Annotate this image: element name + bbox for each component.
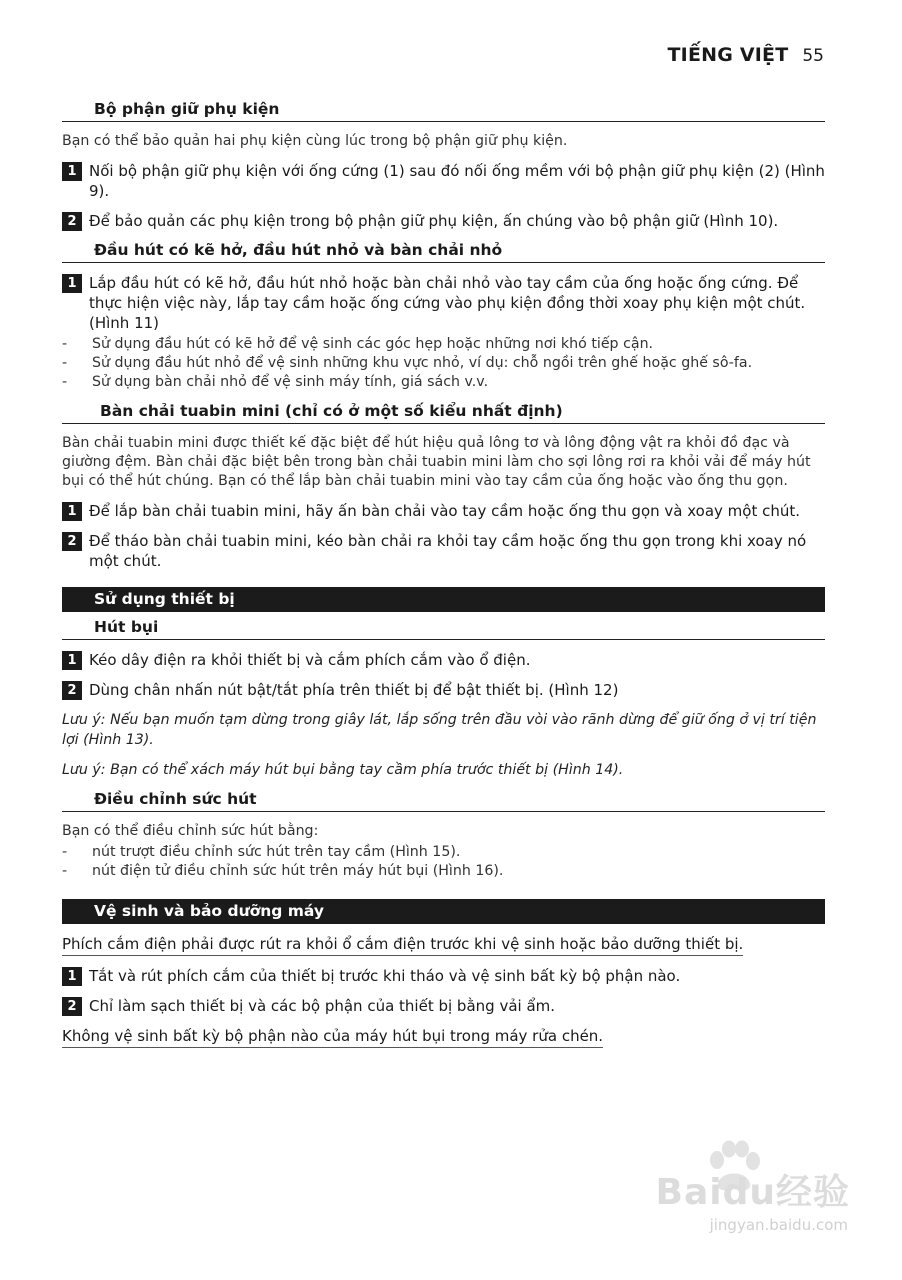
step-text: Để bảo quản các phụ kiện trong bộ phận giữ phụ kiện, ấn chúng vào bộ phận giữ (Hình 10).	[89, 212, 779, 230]
step-number: 1	[62, 162, 82, 181]
holder-step-1	[62, 161, 825, 201]
step-text: Để lắp bàn chải tuabin mini, hãy ấn bàn chải vào tay cầm hoặc ống thu gọn và xoay một chút.	[89, 502, 801, 520]
step-number: 1	[62, 651, 82, 670]
section-bar-use: Sử dụng thiết bị	[62, 587, 825, 612]
watermark	[650, 1140, 850, 1250]
use-step-2	[62, 680, 825, 700]
step-text: Để tháo bàn chải tuabin mini, kéo bàn chải ra khỏi tay cầm hoặc ống thu gọn trong khi xoay nó một chút.	[89, 532, 807, 570]
section-title-power: Điều chỉnh sức hút	[62, 790, 825, 812]
step-text: Nối bộ phận giữ phụ kiện với ống cứng (1) sau đó nối ống mềm với bộ phận giữ phụ kiện (2) (Hình 9).	[89, 162, 825, 200]
list-item: - nút trượt điều chỉnh sức hút trên tay cầm (Hình 15).	[62, 844, 461, 860]
nozzles-bullets	[62, 335, 825, 392]
list-item: - nút điện tử điều chỉnh sức hút trên máy hút bụi (Hình 16).	[62, 863, 504, 879]
clean-step-1	[62, 966, 825, 986]
section-bar-clean: Vệ sinh và bảo dưỡng máy	[62, 899, 825, 924]
turbo-intro: Bàn chải tuabin mini được thiết kế đặc biệt để hút hiệu quả lông tơ và lông động vật ra khỏi đồ đạc và giường đệm. Bàn chải đặc biệt bên trong bàn chải tuabin mini làm cho sợi lông rơi ra khỏi vải để máy hút bụi có thể hút chúng. Bạn có thể lắp bàn chải tuabin mini vào tay cầm của ống hoặc vào ống thu gọn.	[62, 435, 811, 489]
watermark-url: jingyan.baidu.com	[709, 1216, 848, 1234]
section-title-vacuuming: Hút bụi	[62, 618, 825, 640]
step-number: 1	[62, 274, 82, 293]
watermark-logo: Baidu经验	[655, 1172, 850, 1213]
use-note-1: Lưu ý: Nếu bạn muốn tạm dừng trong giây lát, lắp sống trên đầu vòi vào rãnh dừng để giữ ống ở vị trí tiện lợi (Hình 13).	[62, 712, 817, 748]
holder-intro: Bạn có thể bảo quản hai phụ kiện cùng lúc trong bộ phận giữ phụ kiện.	[62, 133, 568, 149]
step-text: Chỉ làm sạch thiết bị và các bộ phận của thiết bị bằng vải ẩm.	[89, 997, 556, 1015]
power-intro: Bạn có thể điều chỉnh sức hút bằng:	[62, 823, 319, 839]
turbo-step-2	[62, 531, 825, 571]
use-step-1	[62, 650, 825, 670]
use-note-2: Lưu ý: Bạn có thể xách máy hút bụi bằng tay cầm phía trước thiết bị (Hình 14).	[62, 762, 624, 778]
step-text: Dùng chân nhấn nút bật/tắt phía trên thiết bị để bật thiết bị. (Hình 12)	[89, 681, 619, 699]
turbo-step-1	[62, 501, 825, 521]
section-title-turbo: Bàn chải tuabin mini (chỉ có ở một số kiểu nhất định)	[62, 402, 825, 424]
page-number: 55	[802, 46, 824, 66]
section-title-holder: Bộ phận giữ phụ kiện	[62, 100, 825, 122]
list-item: - Sử dụng bàn chải nhỏ để vệ sinh máy tính, giá sách v.v.	[62, 374, 489, 390]
step-text: Tắt và rút phích cắm của thiết bị trước khi tháo và vệ sinh bất kỳ bộ phận nào.	[89, 967, 681, 985]
clean-step-2	[62, 996, 825, 1016]
page-content	[62, 100, 825, 1048]
header-language: TIẾNG VIỆT	[667, 44, 789, 66]
step-number: 1	[62, 967, 82, 986]
section-title-nozzles: Đầu hút có kẽ hở, đầu hút nhỏ và bàn chải nhỏ	[62, 241, 825, 263]
step-number: 2	[62, 532, 82, 551]
nozzles-step-1	[62, 273, 825, 333]
warning-unplug: Phích cắm điện phải được rút ra khỏi ổ cắm điện trước khi vệ sinh hoặc bảo dưỡng thiết bị.	[62, 934, 743, 956]
step-number: 2	[62, 681, 82, 700]
list-item: - Sử dụng đầu hút nhỏ để vệ sinh những khu vực nhỏ, ví dụ: chỗ ngồi trên ghế hoặc ghế sô-fa.	[62, 355, 753, 371]
step-number: 2	[62, 212, 82, 231]
step-number: 2	[62, 997, 82, 1016]
warning-dishwasher: Không vệ sinh bất kỳ bộ phận nào của máy hút bụi trong máy rửa chén.	[62, 1026, 603, 1048]
step-text: Lắp đầu hút có kẽ hở, đầu hút nhỏ hoặc bàn chải nhỏ vào tay cầm của ống hoặc ống cứng. Để thực hiện việc này, lắp tay cầm hoặc ống cứng vào phụ kiện đồng thời xoay phụ kiện một chút. (Hình 11)	[89, 274, 806, 332]
holder-step-2	[62, 211, 825, 231]
page-header	[668, 44, 824, 66]
step-text: Kéo dây điện ra khỏi thiết bị và cắm phích cắm vào ổ điện.	[89, 651, 531, 669]
list-item: - Sử dụng đầu hút có kẽ hở để vệ sinh các góc hẹp hoặc những nơi khó tiếp cận.	[62, 336, 654, 352]
step-number: 1	[62, 502, 82, 521]
power-bullets	[62, 843, 825, 881]
